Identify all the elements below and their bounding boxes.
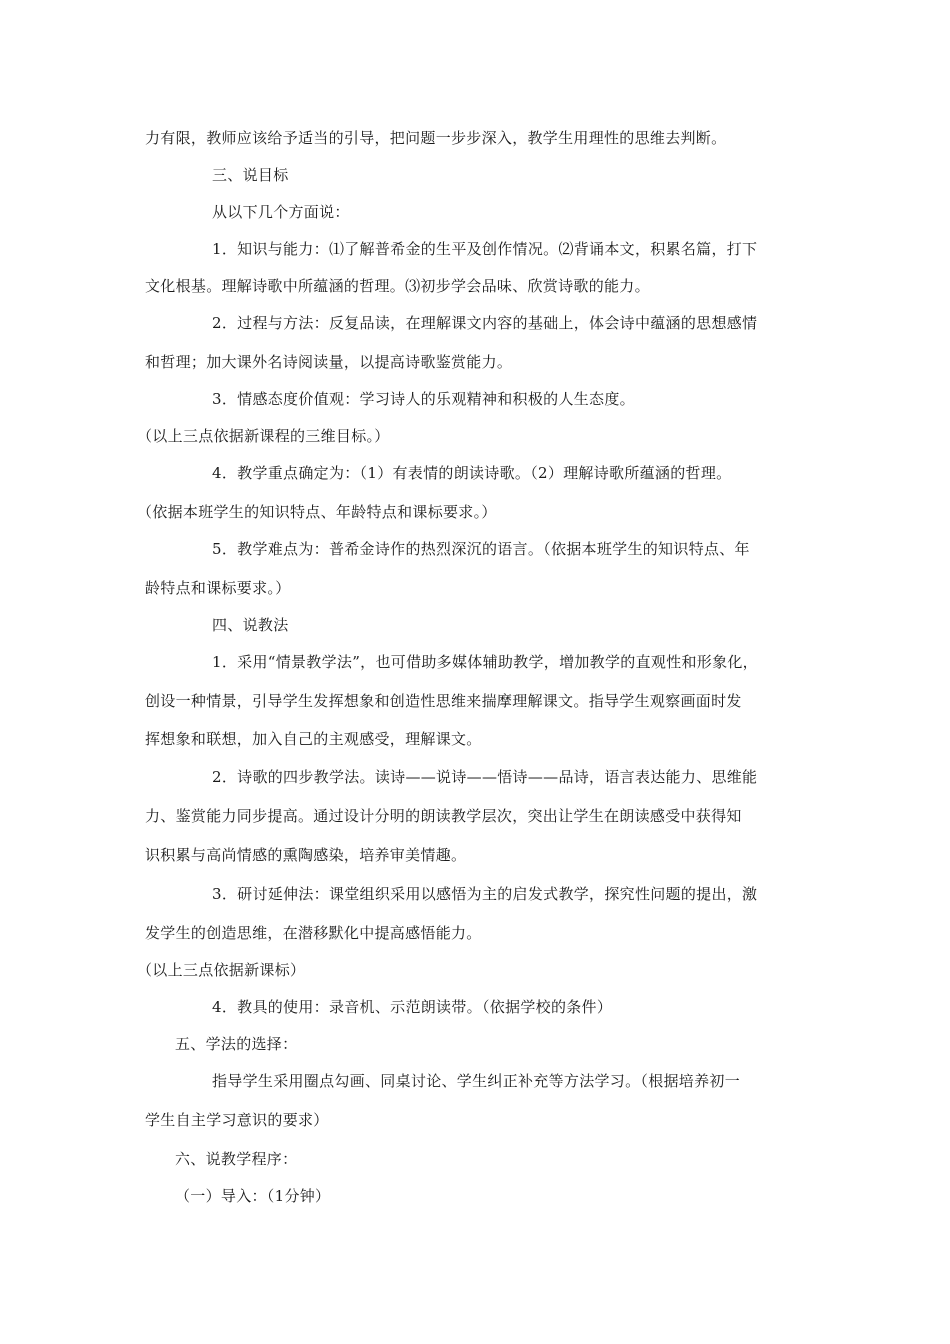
section-heading: 六、说教学程序： bbox=[175, 1150, 298, 1168]
text-line: （以上三点依据新课标） bbox=[137, 961, 306, 979]
text-line: 力、鉴赏能力同步提高。通过设计分明的朗读教学层次，突出让学生在朗读感受中获得知 bbox=[145, 807, 742, 825]
section-heading: 五、学法的选择： bbox=[175, 1035, 298, 1053]
text-line: 挥想象和联想，加入自己的主观感受，理解课文。 bbox=[145, 730, 482, 748]
text-line: 和哲理；加大课外名诗阅读量，以提高诗歌鉴赏能力。 bbox=[145, 353, 513, 371]
text-line: 1．知识与能力：⑴了解普希金的生平及创作情况。⑵背诵本文，积累名篇，打下 bbox=[212, 240, 758, 258]
text-line: （依据本班学生的知识特点、年龄特点和课标要求。） bbox=[137, 503, 497, 521]
text-line: 4．教学重点确定为：（1）有表情的朗读诗歌。（2）理解诗歌所蕴涵的哲理。 bbox=[212, 464, 732, 482]
text-line: 指导学生采用圈点勾画、同桌讨论、学生纠正补充等方法学习。（根据培养初一 bbox=[212, 1072, 741, 1090]
text-line: 1．采用“情景教学法”，也可借助多媒体辅助教学，增加教学的直观性和形象化， bbox=[212, 653, 758, 671]
text-line: 发学生的创造思维，在潜移默化中提高感悟能力。 bbox=[145, 924, 482, 942]
text-line: 创设一种情景，引导学生发挥想象和创造性思维来揣摩理解课文。指导学生观察画面时发 bbox=[145, 692, 742, 710]
text-line: 3．研讨延伸法：课堂组织采用以感悟为主的启发式教学，探究性问题的提出，激 bbox=[212, 885, 758, 903]
text-line: 文化根基。理解诗歌中所蕴涵的哲理。⑶初步学会品味、欣赏诗歌的能力。 bbox=[145, 277, 650, 295]
text-line: 龄特点和课标要求。） bbox=[145, 579, 291, 597]
text-line: 2．诗歌的四步教学法。读诗——说诗——悟诗——品诗，语言表达能力、思维能 bbox=[212, 768, 758, 786]
text-line: 5．教学难点为：普希金诗作的热烈深沉的语言。（依据本班学生的知识特点、年 bbox=[212, 540, 750, 558]
text-line: 4．教具的使用：录音机、示范朗读带。（依据学校的条件） bbox=[212, 998, 613, 1016]
text-line: 2．过程与方法：反复品读，在理解课文内容的基础上，体会诗中蕴涵的思想感情 bbox=[212, 314, 758, 332]
text-line: 识积累与高尚情感的熏陶感染，培养审美情趣。 bbox=[145, 846, 467, 864]
section-heading: 四、说教法 bbox=[212, 616, 289, 634]
text-line: 3．情感态度价值观：学习诗人的乐观精神和积极的人生态度。 bbox=[212, 390, 635, 408]
text-line: （以上三点依据新课程的三维目标。） bbox=[137, 427, 390, 445]
section-heading: 三、说目标 bbox=[212, 166, 289, 184]
text-line: 从以下几个方面说： bbox=[212, 203, 350, 221]
text-line: 力有限，教师应该给予适当的引导，把问题一步步深入，教学生用理性的思维去判断。 bbox=[145, 129, 727, 147]
text-line: 学生自主学习意识的要求） bbox=[145, 1111, 329, 1129]
sub-heading: （一）导入：（1分钟） bbox=[175, 1187, 331, 1205]
